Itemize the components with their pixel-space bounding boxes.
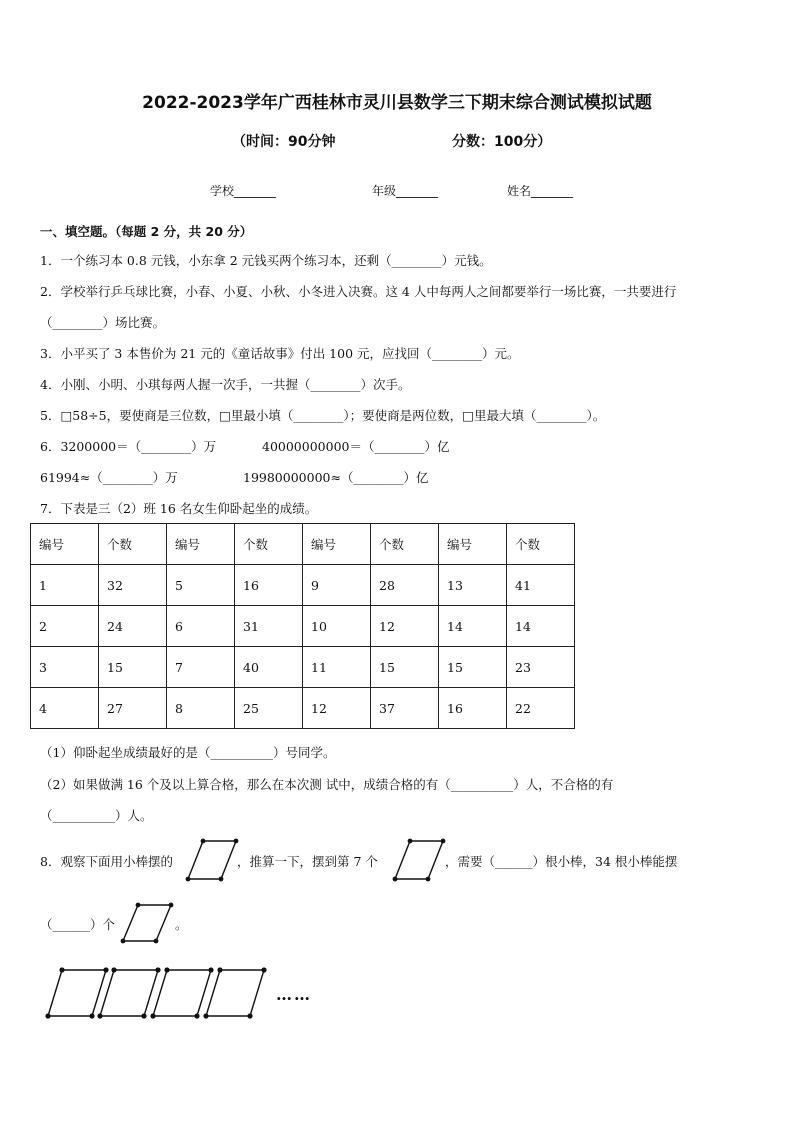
table-cell: 2 [31,606,99,647]
table-cell: 11 [303,647,371,688]
table-cell: 编号 [303,524,371,565]
table-cell: 10 [303,606,371,647]
grade-field: 年级_______ [372,184,439,198]
score-table-body [31,524,575,729]
table-cell: 22 [507,688,575,729]
table-cell: 23 [507,647,575,688]
table-cell: 15 [371,647,439,688]
parallelogram-figure-3 [121,902,175,946]
parallelogram-figure-1 [186,838,240,882]
question-2-line-2: （________）场比赛。 [40,315,166,330]
question-7-sub-1: （1）仰卧起坐成绩最好的是（__________）号同学。 [40,745,336,760]
table-cell: 1 [31,565,99,606]
table-cell: 个数 [235,524,303,565]
table-row [31,647,575,688]
question-7-sub-2-line-2: （__________）人。 [40,808,153,823]
question-1: 1．一个练习本 0.8 元钱，小东拿 2 元钱买两个练习本，还剩（________）元钱。 [40,253,492,268]
table-row [31,688,575,729]
table-cell: 12 [303,688,371,729]
table-cell: 15 [99,647,167,688]
table-cell: 37 [371,688,439,729]
school-field: 学校_______ [210,184,277,198]
parallelogram-chain-figure [42,966,274,1022]
section-heading: 一、填空题。（每题 2 分，共 20 分） [40,224,253,239]
question-4: 4．小刚、小明、小琪每两人握一次手，一共握（________）次手。 [40,377,411,392]
table-cell: 编号 [167,524,235,565]
question-7: 7．下表是三（2）班 16 名女生仰卧起坐的成绩。 [40,501,318,516]
question-2-line-1: 2．学校举行乒乓球比赛，小春、小夏、小秋、小冬进入决赛。这 4 人中每两人之间都要举行一场比赛，一共要进行 [40,284,677,299]
table-cell: 编号 [439,524,507,565]
table-cell: 14 [439,606,507,647]
question-8-text-1: 8．观察下面用小棒摆的 [40,854,173,869]
table-cell: 4 [31,688,99,729]
table-cell: 16 [235,565,303,606]
table-cell: 15 [439,647,507,688]
table-cell: 27 [99,688,167,729]
table-header-row [31,524,575,565]
table-cell: 7 [167,647,235,688]
table-cell: 12 [371,606,439,647]
table-cell: 25 [235,688,303,729]
total-score: 分数：100分） [452,134,552,150]
name-field: 姓名_______ [507,184,574,198]
table-row [31,606,575,647]
exam-subtitle [232,131,552,151]
question-8-text-2: ，推算一下，摆到第 7 个 [237,854,378,869]
parallelogram-figure-2 [393,838,447,882]
table-cell: 5 [167,565,235,606]
question-8-text-5: 。 [175,917,188,932]
table-cell: 6 [167,606,235,647]
question-8-text-4: （______）个 [40,917,116,932]
continuation-dots: …… [276,985,312,1004]
question-8-text-3: ，需要（______）根小棒，34 根小棒能摆 [445,854,678,869]
table-cell: 个数 [507,524,575,565]
question-6-part-c: 61994≈（________）万 [40,470,178,485]
table-cell: 个数 [371,524,439,565]
table-cell: 8 [167,688,235,729]
table-cell: 28 [371,565,439,606]
time-limit: （时间：90分钟 [232,134,336,150]
question-5: 5．□58÷5，要使商是三位数，□里最小填（________）；要使商是两位数，□里最大填（________）。 [40,408,606,423]
table-cell: 3 [31,647,99,688]
table-cell: 41 [507,565,575,606]
question-6-part-d: 19980000000≈（________）亿 [243,470,429,485]
exam-title: 2022-2023学年广西桂林市灵川县数学三下期末综合测试模拟试题 [142,93,652,113]
table-cell: 32 [99,565,167,606]
table-cell: 24 [99,606,167,647]
table-cell: 13 [439,565,507,606]
question-3: 3．小平买了 3 本售价为 21 元的《童话故事》付出 100 元，应找回（________）元。 [40,346,520,361]
score-table [30,523,575,729]
table-row [31,565,575,606]
table-cell: 16 [439,688,507,729]
table-cell: 9 [303,565,371,606]
table-cell: 31 [235,606,303,647]
table-cell: 编号 [31,524,99,565]
table-cell: 个数 [99,524,167,565]
question-6-part-b: 40000000000＝（________）亿 [262,439,450,454]
table-cell: 40 [235,647,303,688]
question-6-part-a: 6．3200000＝（________）万 [40,439,217,454]
table-cell: 14 [507,606,575,647]
question-7-sub-2-line-1: （2）如果做满 16 个及以上算合格，那么在本次测 试中，成绩合格的有（__________）人，不合格的有 [40,777,614,792]
